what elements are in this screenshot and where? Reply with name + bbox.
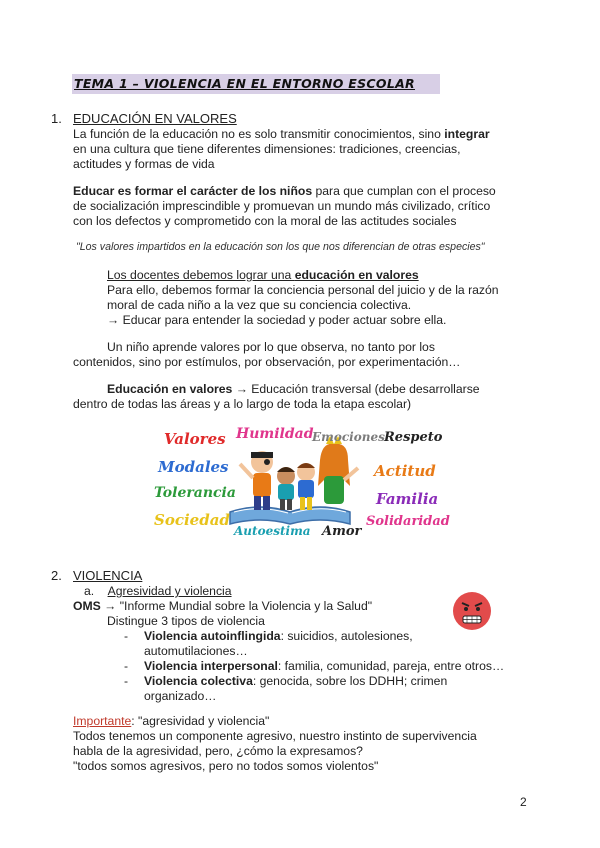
text: para que cumplan con el proceso xyxy=(312,184,496,198)
text: contenidos, sino por estímulos, por observación, por experimentación… xyxy=(73,355,461,369)
list-item-cont: organizado… xyxy=(144,689,217,703)
text-bold: educación en valores xyxy=(294,268,419,282)
text: : genocida, sobre los DDHH; crimen xyxy=(252,674,448,688)
list-item xyxy=(124,659,504,674)
word-humildad: Humildad xyxy=(236,426,314,442)
list-item xyxy=(124,674,504,689)
word-familia: Familia xyxy=(376,490,439,508)
text: moral de cada niño a la vez que su conciencia colectiva. xyxy=(107,298,412,312)
word-modales: Modales xyxy=(158,458,229,476)
word-respeto: Respeto xyxy=(384,430,443,445)
list-item xyxy=(124,629,504,644)
text-bold: OMS → xyxy=(73,599,117,613)
distingue-line: Distingue 3 tipos de violencia xyxy=(107,614,265,628)
section-1-number: 1. xyxy=(51,111,62,126)
page-title xyxy=(72,74,440,94)
text: Todos tenemos un componente agresivo, nuestro instinto de supervivencia xyxy=(73,729,477,743)
text: : familia, comunidad, pareja, entre otros… xyxy=(277,659,505,673)
page-number: 2 xyxy=(520,795,527,809)
word-sociedad: Sociedad xyxy=(154,511,230,529)
text: : "agresividad y violencia" xyxy=(131,714,270,728)
paragraph-nino xyxy=(73,340,461,370)
text: habla de la agresividad, pero, ¿cómo la expresamos? xyxy=(73,744,363,758)
paragraph-function xyxy=(73,127,490,172)
text-bold: Educar es formar el carácter de los niños xyxy=(73,184,313,198)
bullet: - xyxy=(124,659,129,673)
oms-line xyxy=(73,599,372,614)
text: : suicidios, autolesiones, xyxy=(280,629,413,643)
text: actitudes y formas de vida xyxy=(73,157,215,171)
bullet: - xyxy=(124,629,129,643)
values-illustration xyxy=(150,420,450,545)
paragraph-agresividad xyxy=(73,729,477,774)
importante-line xyxy=(73,714,269,729)
text: en una cultura que tiene diferentes dimensiones: tradiciones, creencias, xyxy=(73,142,461,156)
text: "todos somos agresivos, pero no todos somos violentos" xyxy=(73,759,379,773)
text-bold: Violencia colectiva xyxy=(144,674,253,688)
subsection-a xyxy=(84,584,232,599)
bullet: - xyxy=(124,674,129,688)
word-autoestima: Autoestima xyxy=(234,524,311,538)
word-tolerancia: Tolerancia xyxy=(154,485,236,501)
section-2-heading: VIOLENCIA xyxy=(73,568,143,583)
text: con los defectos y comprometido con la moral de las actitudes sociales xyxy=(73,214,457,228)
subsection-letter: a. xyxy=(84,584,95,598)
text: dentro de todas las áreas y a lo largo de toda la etapa escolar) xyxy=(73,397,412,411)
word-solidaridad: Solidaridad xyxy=(366,514,450,529)
text-bold: Educación en valores → xyxy=(107,382,248,396)
text: Para ello, debemos formar la conciencia personal del juicio y de la razón xyxy=(107,283,499,297)
text: Los docentes debemos lograr una xyxy=(107,268,295,282)
word-actitud: Actitud xyxy=(374,462,436,480)
text: Educación transversal (debe desarrollarse xyxy=(247,382,480,396)
text: de socialización imprescindible y promuevan un mundo más civilizado, crítico xyxy=(73,199,491,213)
paragraph-transversal xyxy=(73,382,480,412)
section-1-heading: EDUCACIÓN EN VALORES xyxy=(73,111,237,126)
text: La función de la educación no es solo transmitir conocimientos, sino xyxy=(73,127,445,141)
word-emociones: Emociones xyxy=(312,430,385,444)
paragraph-educar xyxy=(73,184,496,229)
violence-types-list xyxy=(124,629,504,704)
word-amor: Amor xyxy=(322,524,362,539)
angry-face-icon xyxy=(452,591,492,631)
list-item-cont: automutilaciones… xyxy=(144,644,248,658)
text-bold: Violencia autoinflingida xyxy=(144,629,281,643)
text-bold: Violencia interpersonal xyxy=(144,659,278,673)
word-valores: Valores xyxy=(164,430,226,448)
section-2-number: 2. xyxy=(51,568,62,583)
text: → Educar para entender la sociedad y poder actuar sobre ella. xyxy=(107,313,447,327)
importante-label: Importante xyxy=(73,714,132,728)
quote: "Los valores impartidos en la educación son los que nos diferencian de otras especies" xyxy=(76,241,485,253)
paragraph-docentes xyxy=(107,268,499,328)
text: Un niño aprende valores por lo que observa, no tanto por los xyxy=(107,340,435,354)
subsection-heading: Agresividad y violencia xyxy=(107,584,232,598)
text: "Informe Mundial sobre la Violencia y la Salud" xyxy=(116,599,373,613)
text-bold: integrar xyxy=(444,127,490,141)
page-title-text: TEMA 1 – VIOLENCIA EN EL ENTORNO ESCOLAR xyxy=(74,76,415,91)
